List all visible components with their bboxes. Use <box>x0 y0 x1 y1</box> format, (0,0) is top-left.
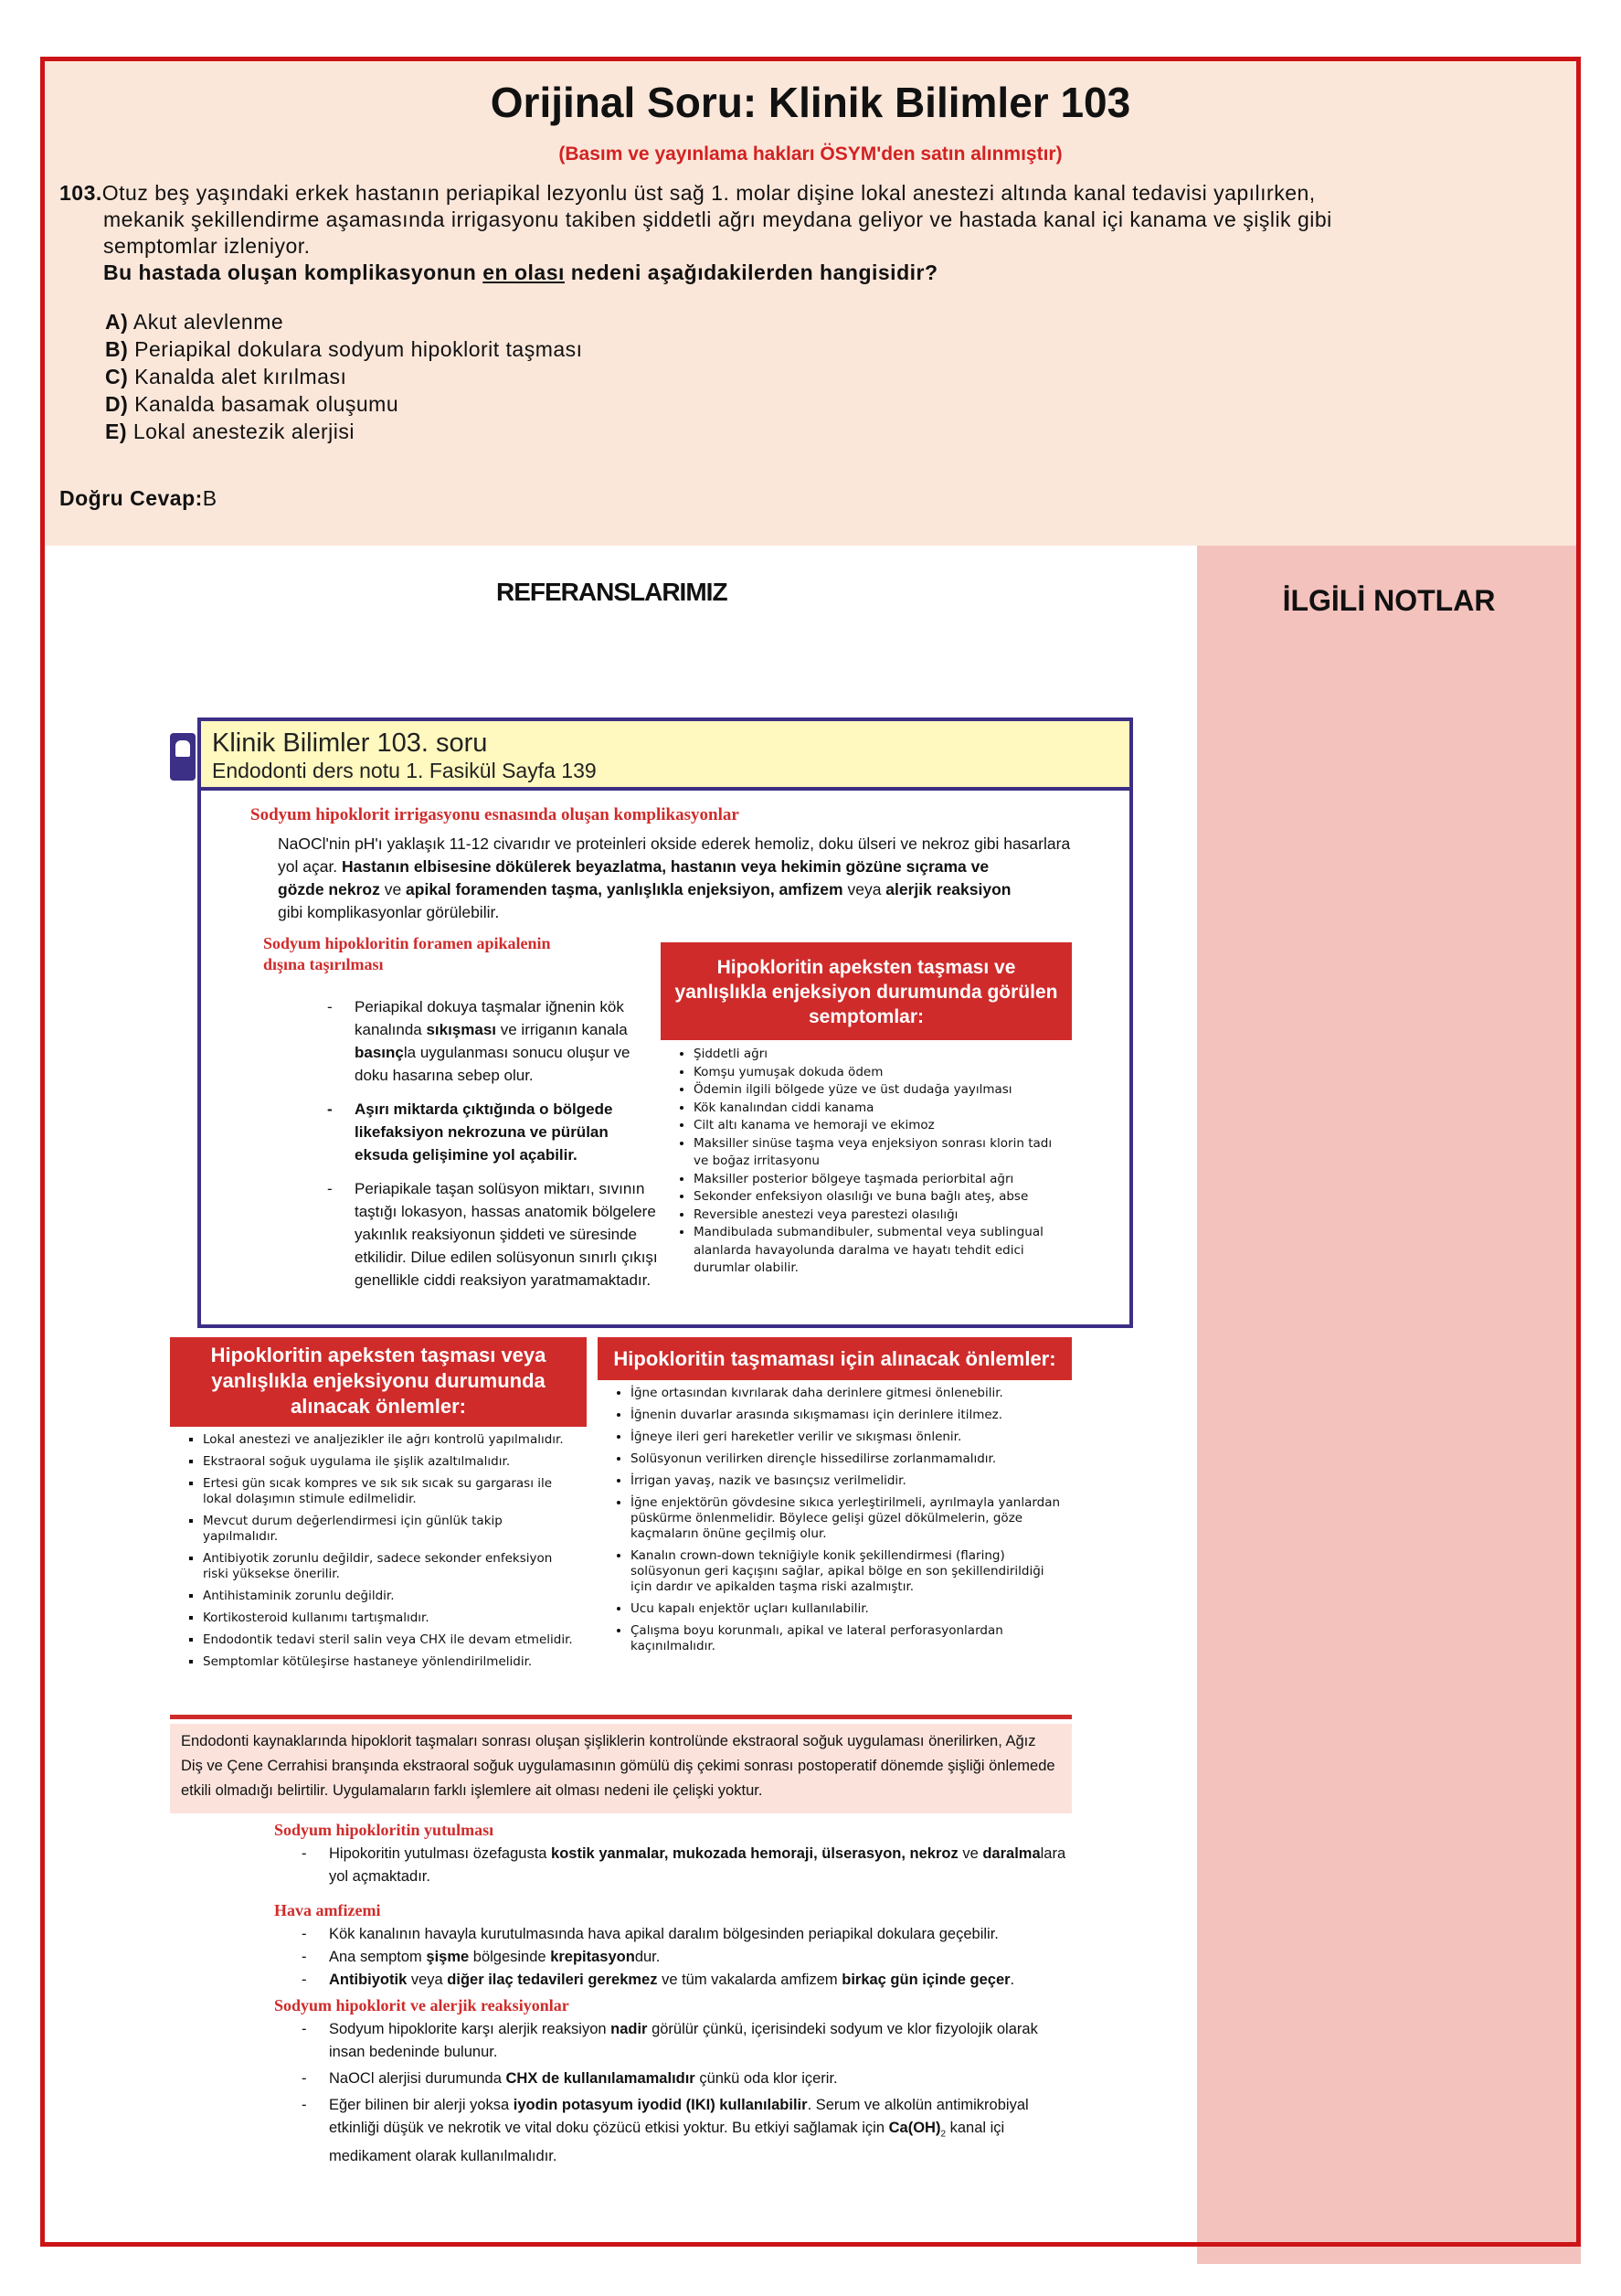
list-item: • Komşu yumuşak dokuda ödem <box>694 1064 1063 1082</box>
panel-title: Hipokloritin apeksten taşması veya yanlışlıkla enjeksiyonu durumunda alınacak önlemler: <box>170 1337 587 1427</box>
panel-title: Hipokloritin apeksten taşması ve yanlışlıkla enjeksiyon durumunda görülen semptomlar: <box>661 942 1072 1040</box>
list-item: - Kök kanalının havayla kurutulmasında hava apikal daralım bölgesinden periapikal dokulara geçebilir. <box>302 1923 1072 1946</box>
list-item: - Hipokoritin yutulması özefagusta kostik yanmalar, mukozada hemoraji, ülserasyon, nekroz ve daralmalara yol açmaktadır. <box>302 1843 1072 1888</box>
list-item: • Maksiller posterior bölgeye taşmada periorbital ağrı <box>694 1171 1063 1189</box>
panel-title: Hipokloritin taşmaması için alınacak önlemler: <box>598 1337 1072 1380</box>
list-item: - Antibiyotik veya diğer ilaç tedavileri gerekmez ve tüm vakalarda amfizem birkaç gün içinde geçer. <box>302 1969 1072 1992</box>
rights-notice: (Basım ve yayınlama hakları ÖSYM'den satın alınmıştır) <box>558 144 1063 165</box>
question-stem: Bu hastada oluşan komplikasyonun en olası nedeni aşağıdakilerden hangisidir? <box>103 260 938 284</box>
option-a: A) Akut alevlenme <box>105 310 284 334</box>
section-heading: Sodyum hipoklorit irrigasyonu esnasında oluşan komplikasyonlar <box>250 805 739 824</box>
list-item: ▪ Endodontik tedavi steril salin veya CHX ile devam etmelidir. <box>203 1632 577 1648</box>
section-heading: Sodyum hipokloritin foramen apikalenin dışına taşırılması <box>263 934 551 973</box>
list-item: • Ucu kapalı enjektör uçları kullanılabilir. <box>630 1601 1063 1617</box>
list-item: • Reversible anestezi veya parestezi olasılığı <box>694 1206 1063 1225</box>
list-item: • Sekonder enfeksiyon olasılığı ve buna bağlı ateş, abse <box>694 1188 1063 1206</box>
question-line: Otuz beş yaşındaki erkek hastanın periapikal lezyonlu üst sağ 1. molar dişine lokal anestezi altında kanal tedavisi yapılırken, <box>101 181 1316 205</box>
page-title: Orijinal Soru: Klinik Bilimler 103 <box>490 79 1131 126</box>
page-border <box>40 57 1581 2247</box>
intro-paragraph: NaOCl'nin pH'ı yaklaşık 11-12 civarıdır ve proteinleri okside ederek hemoliz, doku ülseri ve nekroz gibi hasarlara yol açar. Hastanın elbisesine dökülerek beyazlatma, hastanın veya hekimin gözüne sıçrama ve gözde nekroz ve apikal foramenden taşma, yanlışlıkla enjeksiyon, amfizem veya alerjik reaksiyon gibi komplikasyonlar görülebilir. <box>278 834 1071 921</box>
list-item: ▪ Antibiyotik zorunlu değildir, sadece sekonder enfeksiyon riski yüksekse önerilir. <box>203 1551 577 1582</box>
list-item: ▪ Semptomlar kötüleşirse hastaneye yönlendirilmelidir. <box>203 1654 577 1670</box>
list-item: - Ana semptom şişme bölgesinde krepitasyondur. <box>302 1946 1072 1969</box>
reference-source: Endodonti ders notu 1. Fasikül Sayfa 139 <box>212 759 597 782</box>
list-item: • İğneye ileri geri hareketler verilir ve sıkışması önlenir. <box>630 1430 1063 1445</box>
list-item: • Çalışma boyu korunmalı, apikal ve lateral perforasyonlardan kaçınılmalıdır. <box>630 1623 1063 1654</box>
list-item: - Sodyum hipoklorite karşı alerjik reaksiyon nadir görülür çünkü, içerisindeki sodyum ve klor fizyolojik olarak insan bedeninde bulunur. <box>302 2018 1072 2064</box>
list-item: • Maksiller sinüse taşma veya enjeksiyon sonrası klorin tadı ve boğaz irritasyonu <box>694 1135 1063 1171</box>
option-e: E) Lokal anestezik alerjisi <box>105 420 355 443</box>
list-item: ▪ Ertesi gün sıcak kompres ve sık sık sıcak su gargarası ile lokal dolaşımın stimule edilmelidir. <box>203 1476 577 1507</box>
list-item: - Eğer bilinen bir alerji yoksa iyodin potasyum iyodid (IKI) kullanılabilir. Serum ve alkolün antimikrobiyal etkinliği düşük ve nekrotik ve vital doku çözücü etkisi yoktur. Bu etkiyi sağlamak için $Ca(OH)_2$ kanal içi medikament olarak kullanılmalıdır. <box>302 2094 1072 2168</box>
list-item: • Solüsyonun verilirken dirençle hissedilirse zorlanmamalıdır. <box>630 1451 1063 1467</box>
list-item: • Cilt altı kanama ve hemoraji ve ekimoz <box>694 1117 1063 1135</box>
question-number: 103. <box>59 181 102 205</box>
option-b: B) Periapikal dokulara sodyum hipoklorit taşması <box>105 337 583 361</box>
notes-title: İLGİLİ NOTLAR <box>1282 584 1496 617</box>
list-item: ▪ Kortikosteroid kullanımı tartışmalıdır. <box>203 1610 577 1626</box>
list-item: - Periapikale taşan solüsyon miktarı, sıvının taştığı lokasyon, hassas anatomik bölgelere yakınlık reaksiyonun şiddeti ve süresinde etkilidir. Dilue edilen solüsyonun sınırlı çıkışı genellikle ciddi reaksiyon yaratmamaktadır. <box>327 1177 663 1292</box>
list-item: - Aşırı miktarda çıktığında o bölgede likefaksiyon nekrozuna ve pürülan eksuda gelişimine yol açabilir. <box>327 1098 663 1166</box>
list-item: • Şiddetli ağrı <box>694 1046 1063 1064</box>
reference-title: Klinik Bilimler 103. soru <box>212 728 488 758</box>
list-item: • İğne enjektörün gövdesine sıkıca yerleştirilmeli, ayrılmayla yanlardan püskürme önlenmelidir. Böylece gelişi güzel dökülmelerin, göze kaçmaların önüne geçilmiş olur. <box>630 1495 1063 1542</box>
list-item: ▪ Mevcut durum değerlendirmesi için günlük takip yapılmalıdır. <box>203 1514 577 1545</box>
section-heading: Hava amfizemi <box>274 1901 381 1919</box>
note-box: Endodonti kaynaklarında hipoklorit taşmaları sonrası oluşan şişliklerin kontrolünde ekstraoral soğuk uygulaması önerilirken, Ağız Diş ve Çene Cerrahisi branşında ekstraoral soğuk uygulamasının gömülü diş çekimi sonrası postoperatif dönemde şişliği önlemede etkili olmadığı belirtilir. Uygulamaların farklı işlemlere ait olması nedeni ile çelişki yoktur. <box>170 1724 1072 1813</box>
option-c: C) Kanalda alet kırılması <box>105 365 347 388</box>
option-d: D) Kanalda basamak oluşumu <box>105 392 399 416</box>
list-item: • Mandibulada submandibuler, submental veya sublingual alanlarda havayolunda daralma ve hayatı tehdit edici durumlar olabilir. <box>694 1224 1063 1278</box>
references-title: REFERANSLARIMIZ <box>496 578 727 606</box>
list-item: • İğnenin duvarlar arasında sıkışmaması için derinlere itilmez. <box>630 1408 1063 1423</box>
list-item: • Kök kanalından ciddi kanama <box>694 1100 1063 1118</box>
list-item: ▪ Ekstraoral soğuk uygulama ile şişlik azaltılmalıdır. <box>203 1454 577 1470</box>
list-item: • Kanalın crown-down tekniğiyle konik şekillendirmesi (flaring) solüsyonun geri kaçışını sağlar, apikal bölge en son şekillendirildiği için dardır ve apikalden taşma riski azalmıştır. <box>630 1548 1063 1595</box>
list-item: ▪ Lokal anestezi ve analjezikler ile ağrı kontrolü yapılmalıdır. <box>203 1432 577 1448</box>
question-line: mekanik şekillendirme aşamasında irrigasyonu takiben şiddetli ağrı meydana geliyor ve hastada kanal içi kanama ve şişlik gibi <box>103 207 1332 231</box>
question-line: semptomlar izleniyor. <box>103 234 311 258</box>
list-item: - Periapikal dokuya taşmalar iğnenin kök kanalında sıkışması ve irriganın kanala basınçla uygulanması sonucu oluşur ve doku hasarına sebep olur. <box>327 995 663 1087</box>
section-heading: Sodyum hipokloritin yutulması <box>274 1821 494 1839</box>
list-item: • Ödemin ilgili bölgede yüze ve üst dudağa yayılması <box>694 1081 1063 1100</box>
list-item: - NaOCl alerjisi durumunda CHX de kullanılamamalıdır çünkü oda klor içerir. <box>302 2067 1072 2090</box>
section-heading: Sodyum hipoklorit ve alerjik reaksiyonlar <box>274 1996 569 2014</box>
list-item: • İrrigan yavaş, nazik ve basınçsız verilmelidir. <box>630 1473 1063 1489</box>
list-item: • İğne ortasından kıvrılarak daha derinlere gitmesi önlenebilir. <box>630 1386 1063 1401</box>
list-item: ▪ Antihistaminik zorunlu değildir. <box>203 1589 577 1604</box>
correct-answer: Doğru Cevap:B <box>59 486 217 510</box>
